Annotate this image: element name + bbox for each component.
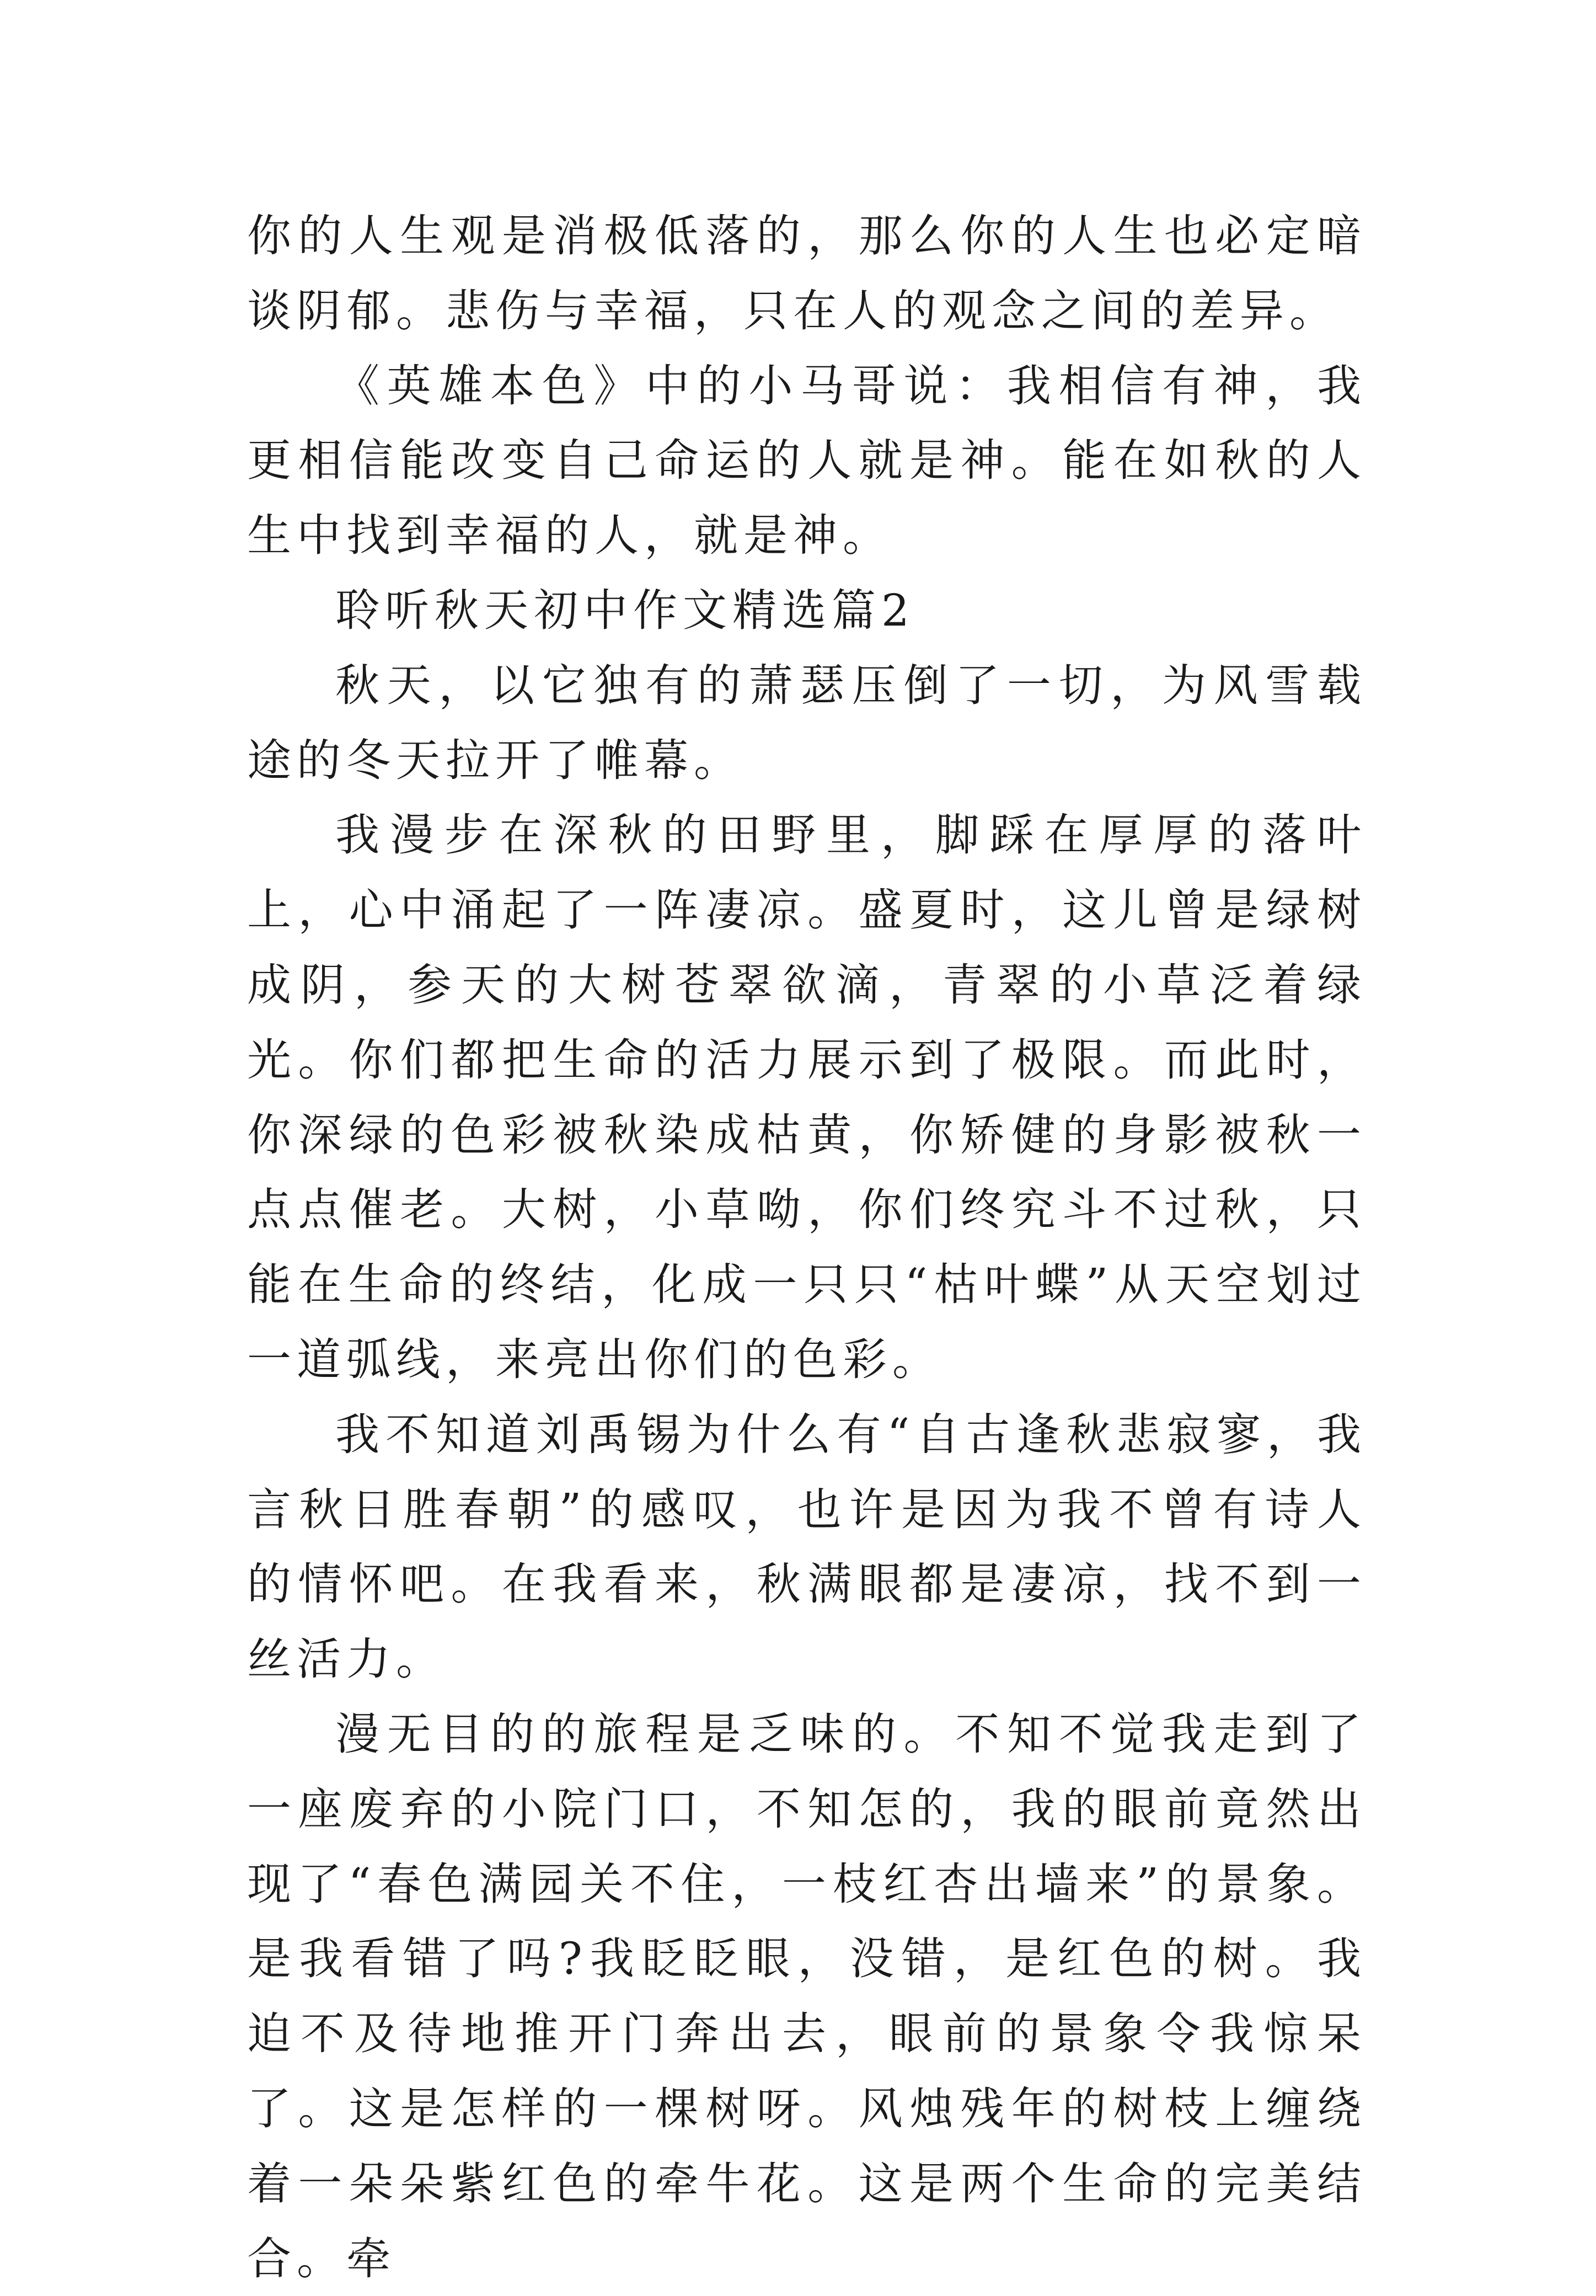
paragraph-continuation: 你的人生观是消极低落的，那么你的人生也必定暗谈阴郁。悲伤与幸福，只在人的观念之间的差异。 bbox=[247, 210, 1367, 337]
paragraph-field-walk: 我漫步在深秋的田野里，脚踩在厚厚的落叶上，心中涌起了一阵凄凉。盛夏时，这儿曾是绿树成阴，参天的大树苍翠欲滴，青翠的小草泛着绿光。你们都把生命的活力展示到了极限。而此时，你深绿的色彩被秋染成枯黄，你矫健的身影被秋一点点催老。大树，小草呦，你们终究斗不过秋，只能在生命的终结，化成一只只“枯叶蝶”从天空划过一道弧线，来亮出你们的色彩。 bbox=[247, 809, 1367, 1385]
document-body bbox=[247, 199, 1367, 2296]
paragraph-poet: 我不知道刘禹锡为什么有“自古逢秋悲寂寥，我言秋日胜春朝”的感叹，也许是因为我不曾有诗人的情怀吧。在我看来，秋满眼都是凄凉，找不到一丝活力。 bbox=[247, 1408, 1367, 1685]
paragraph-quote: 《英雄本色》中的小马哥说：我相信有神，我更相信能改变自己命运的人就是神。能在如秋的人生中找到幸福的人，就是神。 bbox=[247, 360, 1367, 562]
section-heading: 聆听秋天初中作文精选篇2 bbox=[335, 584, 915, 636]
paragraph-autumn-intro: 秋天，以它独有的萧瑟压倒了一切，为风雪载途的冬天拉开了帷幕。 bbox=[247, 659, 1367, 786]
paragraph-courtyard: 漫无目的的旅程是乏味的。不知不觉我走到了一座废弃的小院门口，不知怎的，我的眼前竟然出现了“春色满园关不住，一枝红杏出墙来”的景象。是我看错了吗?我眨眨眼，没错，是红色的树。我迫不及待地推开门奔出去，眼前的景象令我惊呆了。这是怎样的一棵树呀。风烛残年的树枝上缠绕着一朵朵紫红色的牵牛花。这是两个生命的完美结合。牵 bbox=[247, 1708, 1367, 2284]
